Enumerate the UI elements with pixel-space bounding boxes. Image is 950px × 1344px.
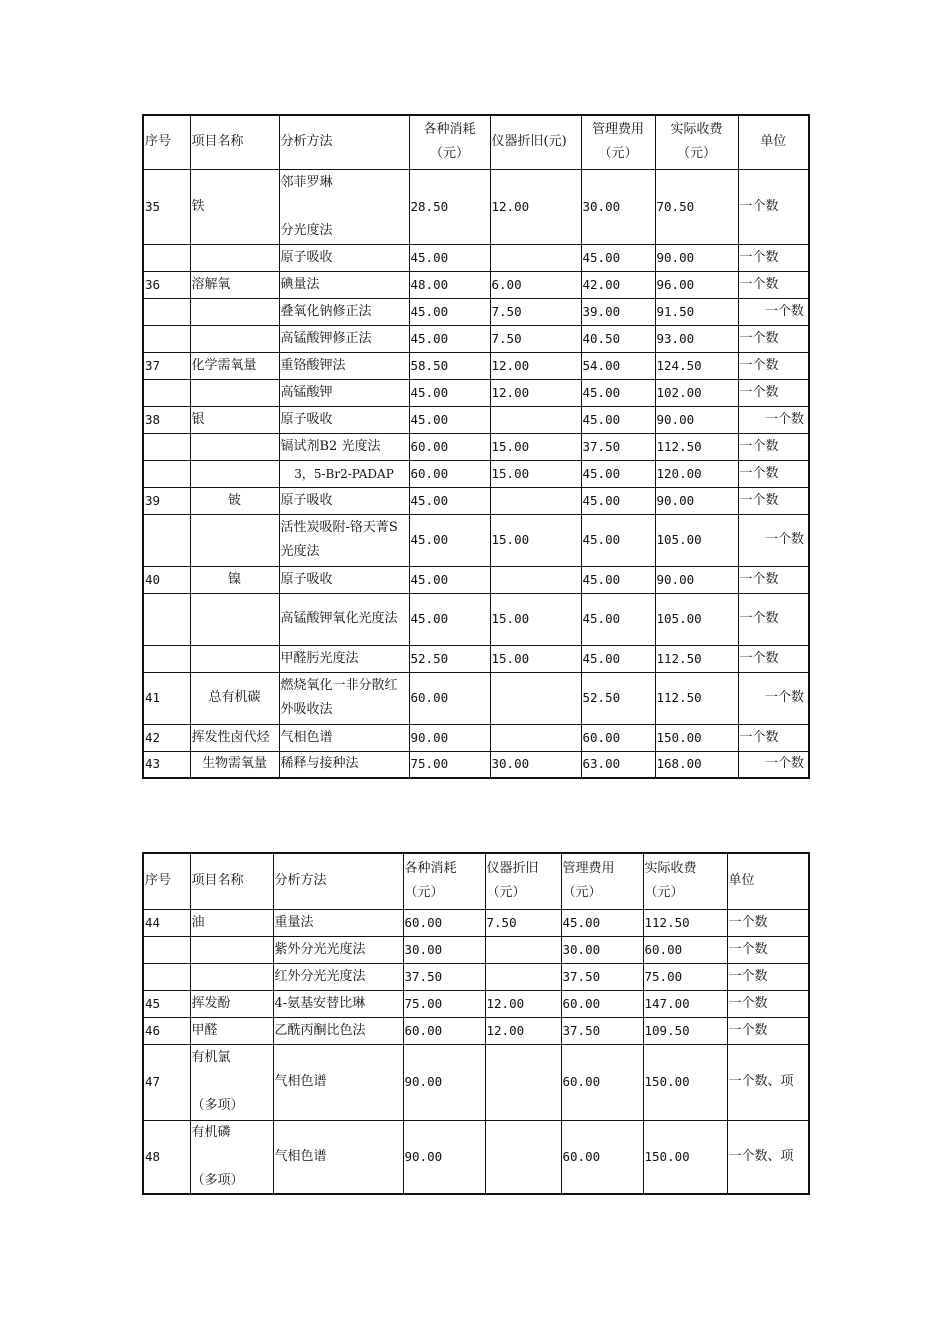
table-row	[143, 325, 809, 352]
cell-fee: 109.50	[643, 1017, 727, 1044]
header-depreciation	[485, 853, 561, 909]
cell-consume: 28.50	[409, 169, 490, 244]
cell-fee: 147.00	[643, 990, 727, 1017]
cell-method: 叠氧化钠修正法	[279, 298, 409, 325]
cell-depreciation	[490, 566, 581, 593]
cell-item: 挥发性卤代烃	[190, 724, 279, 751]
cell-fee: 75.00	[643, 963, 727, 990]
cell-item	[190, 936, 273, 963]
cell-unit: 一个数	[738, 169, 809, 244]
header-item: 项目名称	[190, 115, 279, 169]
cell-item: 镍	[190, 566, 279, 593]
cell-management: 60.00	[561, 1044, 643, 1120]
header-management	[561, 853, 643, 909]
cell-method: 气相色谱	[273, 1044, 403, 1120]
cell-seq: 37	[143, 352, 190, 379]
table-row	[143, 909, 809, 936]
cell-item: 总有机碳	[190, 672, 279, 724]
cell-fee: 96.00	[655, 271, 738, 298]
cell-fee: 60.00	[643, 936, 727, 963]
table-row	[143, 433, 809, 460]
cell-method: 高锰酸钾	[279, 379, 409, 406]
cell-method: 乙酰丙酮比色法	[273, 1017, 403, 1044]
cell-depreciation	[490, 672, 581, 724]
cell-method: 高锰酸钾修正法	[279, 325, 409, 352]
cell-method-line1: 邻菲罗琳	[280, 174, 333, 190]
table-row	[143, 1044, 809, 1120]
cell-fee: 90.00	[655, 244, 738, 271]
cell-depreciation	[490, 724, 581, 751]
cell-fee: 70.50	[655, 169, 738, 244]
cell-unit: 一个数	[738, 751, 809, 778]
cell-depreciation: 15.00	[490, 460, 581, 487]
cell-management: 52.50	[581, 672, 655, 724]
header-method: 分析方法	[279, 115, 409, 169]
cell-item: 溶解氧	[190, 271, 279, 298]
header-consume	[403, 853, 485, 909]
cell-consume: 45.00	[409, 406, 490, 433]
cell-unit: 一个数	[738, 244, 809, 271]
fee-table-2	[142, 852, 810, 1195]
cell-management: 54.00	[581, 352, 655, 379]
table-row	[143, 298, 809, 325]
header-unit: 单位	[727, 853, 809, 909]
table-row	[143, 514, 809, 566]
cell-depreciation: 15.00	[490, 645, 581, 672]
cell-item: 银	[190, 406, 279, 433]
cell-fee: 150.00	[643, 1120, 727, 1194]
cell-method: 重铬酸钾法	[279, 352, 409, 379]
cell-management: 45.00	[561, 909, 643, 936]
table-row	[143, 271, 809, 298]
cell-item	[190, 298, 279, 325]
cell-item: 化学需氧量	[190, 352, 279, 379]
cell-unit: 一个数、项	[727, 1120, 809, 1194]
cell-management: 60.00	[561, 990, 643, 1017]
cell-consume: 45.00	[409, 487, 490, 514]
cell-depreciation: 7.50	[490, 298, 581, 325]
cell-unit: 一个数	[738, 325, 809, 352]
cell-seq: 45	[143, 990, 190, 1017]
cell-management: 45.00	[581, 645, 655, 672]
cell-fee: 91.50	[655, 298, 738, 325]
cell-consume: 52.50	[409, 645, 490, 672]
cell-management: 42.00	[581, 271, 655, 298]
cell-method: 碘量法	[279, 271, 409, 298]
table-row	[143, 672, 809, 724]
cell-consume: 45.00	[409, 244, 490, 271]
cell-fee: 120.00	[655, 460, 738, 487]
cell-unit: 一个数	[727, 909, 809, 936]
cell-seq	[143, 325, 190, 352]
cell-fee: 93.00	[655, 325, 738, 352]
cell-depreciation: 12.00	[485, 990, 561, 1017]
cell-item	[190, 514, 279, 566]
cell-depreciation	[485, 1120, 561, 1194]
cell-depreciation	[490, 406, 581, 433]
cell-method: 3，5-Br2-PADAP	[279, 460, 409, 487]
cell-management: 60.00	[561, 1120, 643, 1194]
cell-seq	[143, 514, 190, 566]
cell-consume: 60.00	[409, 672, 490, 724]
cell-unit: 一个数	[738, 271, 809, 298]
cell-seq	[143, 460, 190, 487]
cell-unit: 一个数	[738, 566, 809, 593]
cell-consume: 48.00	[409, 271, 490, 298]
cell-seq: 38	[143, 406, 190, 433]
cell-seq	[143, 379, 190, 406]
cell-management: 45.00	[581, 406, 655, 433]
cell-management: 30.00	[581, 169, 655, 244]
cell-management: 63.00	[581, 751, 655, 778]
cell-seq: 35	[143, 169, 190, 244]
cell-unit: 一个数	[738, 645, 809, 672]
cell-method: 气相色谱	[279, 724, 409, 751]
table-row	[143, 460, 809, 487]
cell-consume: 60.00	[409, 460, 490, 487]
cell-fee: 168.00	[655, 751, 738, 778]
header-fee	[655, 115, 738, 169]
cell-fee: 105.00	[655, 514, 738, 566]
cell-item	[190, 1044, 273, 1120]
cell-seq	[143, 936, 190, 963]
cell-consume: 75.00	[409, 751, 490, 778]
cell-item	[190, 325, 279, 352]
cell-management: 45.00	[581, 460, 655, 487]
fee-table-1	[142, 114, 810, 779]
cell-item: 铁	[190, 169, 279, 244]
header-consume-line1: 各种消耗	[404, 861, 457, 877]
cell-management: 45.00	[581, 487, 655, 514]
cell-method: 稀释与接种法	[279, 751, 409, 778]
cell-management: 45.00	[581, 379, 655, 406]
table-row	[143, 751, 809, 778]
cell-consume: 30.00	[403, 936, 485, 963]
cell-item	[190, 379, 279, 406]
cell-consume: 45.00	[409, 593, 490, 645]
cell-method: 红外分光光度法	[273, 963, 403, 990]
cell-item	[190, 433, 279, 460]
table-row	[143, 724, 809, 751]
header-fee-line2: （元）	[676, 146, 716, 162]
cell-seq: 47	[143, 1044, 190, 1120]
cell-item	[190, 963, 273, 990]
cell-item	[190, 593, 279, 645]
cell-depreciation	[490, 487, 581, 514]
cell-consume: 45.00	[409, 325, 490, 352]
cell-method: 原子吸收	[279, 406, 409, 433]
cell-item: 挥发酚	[190, 990, 273, 1017]
cell-fee: 112.50	[655, 433, 738, 460]
cell-item	[190, 645, 279, 672]
cell-consume: 90.00	[403, 1120, 485, 1194]
cell-depreciation: 15.00	[490, 514, 581, 566]
cell-fee: 124.50	[655, 352, 738, 379]
table-row	[143, 1017, 809, 1044]
header-consume-line2: （元）	[404, 885, 444, 901]
cell-fee: 105.00	[655, 593, 738, 645]
cell-seq: 44	[143, 909, 190, 936]
cell-depreciation: 7.50	[485, 909, 561, 936]
cell-depreciation	[485, 936, 561, 963]
cell-seq	[143, 298, 190, 325]
cell-item	[190, 1120, 273, 1194]
cell-seq	[143, 963, 190, 990]
cell-item	[190, 244, 279, 271]
header-seq: 序号	[143, 853, 190, 909]
cell-depreciation: 12.00	[485, 1017, 561, 1044]
cell-unit: 一个数	[738, 460, 809, 487]
cell-unit: 一个数、项	[727, 1044, 809, 1120]
cell-item-line2: （多项）	[191, 1098, 244, 1113]
table-row	[143, 936, 809, 963]
cell-depreciation	[485, 963, 561, 990]
cell-consume: 45.00	[409, 566, 490, 593]
cell-consume: 75.00	[403, 990, 485, 1017]
header-depreciation: 仪器折旧(元)	[490, 115, 581, 169]
table-row	[143, 352, 809, 379]
header-item: 项目名称	[190, 853, 273, 909]
cell-item: 甲醛	[190, 1017, 273, 1044]
cell-depreciation	[490, 244, 581, 271]
header-unit: 单位	[738, 115, 809, 169]
table-row	[143, 593, 809, 645]
cell-depreciation: 7.50	[490, 325, 581, 352]
cell-method: 原子吸收	[279, 244, 409, 271]
cell-item: 生物需氧量	[190, 751, 279, 778]
header-seq: 序号	[143, 115, 190, 169]
cell-depreciation: 12.00	[490, 379, 581, 406]
cell-consume: 45.00	[409, 298, 490, 325]
cell-seq	[143, 433, 190, 460]
cell-unit: 一个数	[738, 514, 809, 566]
header-management-line2: （元）	[598, 146, 638, 162]
cell-depreciation: 30.00	[490, 751, 581, 778]
cell-fee: 102.00	[655, 379, 738, 406]
table-row	[143, 487, 809, 514]
cell-unit: 一个数	[738, 593, 809, 645]
cell-unit: 一个数	[738, 406, 809, 433]
cell-unit: 一个数	[727, 990, 809, 1017]
cell-method: 燃烧氧化一非分散红外吸收法	[279, 672, 409, 724]
cell-depreciation	[485, 1044, 561, 1120]
cell-management: 45.00	[581, 566, 655, 593]
cell-seq: 46	[143, 1017, 190, 1044]
cell-fee: 112.50	[655, 645, 738, 672]
cell-fee: 90.00	[655, 487, 738, 514]
cell-unit: 一个数	[727, 963, 809, 990]
cell-unit: 一个数	[738, 672, 809, 724]
cell-method: 镉试剂B2 光度法	[279, 433, 409, 460]
cell-unit: 一个数	[727, 1017, 809, 1044]
cell-unit: 一个数	[727, 936, 809, 963]
cell-seq: 40	[143, 566, 190, 593]
header-management-line1: 管理费用	[562, 861, 615, 877]
cell-consume: 60.00	[409, 433, 490, 460]
cell-seq: 39	[143, 487, 190, 514]
cell-method: 原子吸收	[279, 566, 409, 593]
cell-seq	[143, 593, 190, 645]
cell-fee: 90.00	[655, 406, 738, 433]
cell-fee: 112.50	[643, 909, 727, 936]
cell-management: 60.00	[581, 724, 655, 751]
cell-consume: 60.00	[403, 909, 485, 936]
cell-method: 活性炭吸附-铬天菁S 光度法	[279, 514, 409, 566]
header-depreciation-line1: 仪器折旧	[486, 861, 539, 877]
cell-item: 油	[190, 909, 273, 936]
cell-item	[190, 460, 279, 487]
cell-depreciation: 12.00	[490, 352, 581, 379]
cell-consume: 37.50	[403, 963, 485, 990]
cell-management: 30.00	[561, 936, 643, 963]
cell-seq: 43	[143, 751, 190, 778]
cell-item: 铍	[190, 487, 279, 514]
table-row	[143, 990, 809, 1017]
cell-seq	[143, 645, 190, 672]
header-consume-line2: （元）	[429, 146, 469, 162]
cell-method-line2: 分光度法	[280, 222, 333, 238]
cell-method: 重量法	[273, 909, 403, 936]
cell-seq: 41	[143, 672, 190, 724]
cell-seq: 42	[143, 724, 190, 751]
cell-method: 原子吸收	[279, 487, 409, 514]
header-consume-line1: 各种消耗	[423, 122, 476, 138]
cell-management: 39.00	[581, 298, 655, 325]
table-row	[143, 379, 809, 406]
cell-depreciation: 15.00	[490, 433, 581, 460]
cell-consume: 60.00	[403, 1017, 485, 1044]
table-row	[143, 1120, 809, 1194]
header-fee-line1: 实际收费	[670, 122, 723, 138]
cell-unit: 一个数	[738, 487, 809, 514]
cell-item-line1: 有机氯	[191, 1050, 231, 1065]
cell-depreciation: 12.00	[490, 169, 581, 244]
header-consume	[409, 115, 490, 169]
cell-item-line1: 有机磷	[191, 1124, 231, 1140]
cell-method: 高锰酸钾氧化光度法	[279, 593, 409, 645]
header-management	[581, 115, 655, 169]
cell-management: 37.50	[561, 963, 643, 990]
table-row	[143, 566, 809, 593]
header-fee-line2: （元）	[644, 885, 684, 901]
cell-management: 45.00	[581, 244, 655, 271]
cell-fee: 150.00	[643, 1044, 727, 1120]
cell-method: 4-氨基安替比琳	[273, 990, 403, 1017]
cell-fee: 90.00	[655, 566, 738, 593]
table-header-row	[143, 853, 809, 909]
cell-fee: 112.50	[655, 672, 738, 724]
cell-item-line2: （多项）	[191, 1172, 244, 1188]
table-header-row	[143, 115, 809, 169]
header-management-line1: 管理费用	[591, 122, 644, 138]
cell-seq: 36	[143, 271, 190, 298]
header-method: 分析方法	[273, 853, 403, 909]
cell-depreciation: 6.00	[490, 271, 581, 298]
cell-method	[279, 169, 409, 244]
table-row	[143, 244, 809, 271]
cell-consume: 58.50	[409, 352, 490, 379]
header-fee	[643, 853, 727, 909]
cell-consume: 45.00	[409, 379, 490, 406]
cell-unit: 一个数	[738, 433, 809, 460]
cell-management: 45.00	[581, 593, 655, 645]
cell-seq: 48	[143, 1120, 190, 1194]
cell-consume: 90.00	[409, 724, 490, 751]
cell-management: 40.50	[581, 325, 655, 352]
cell-seq	[143, 244, 190, 271]
cell-unit: 一个数	[738, 379, 809, 406]
cell-management: 37.50	[581, 433, 655, 460]
cell-depreciation: 15.00	[490, 593, 581, 645]
cell-fee: 150.00	[655, 724, 738, 751]
cell-management: 37.50	[561, 1017, 643, 1044]
cell-method: 紫外分光光度法	[273, 936, 403, 963]
cell-consume: 90.00	[403, 1044, 485, 1120]
table-row	[143, 645, 809, 672]
cell-consume: 45.00	[409, 514, 490, 566]
cell-method: 气相色谱	[273, 1120, 403, 1194]
table-row	[143, 406, 809, 433]
cell-management: 45.00	[581, 514, 655, 566]
header-management-line2: （元）	[562, 885, 602, 901]
table-row	[143, 169, 809, 244]
table-row	[143, 963, 809, 990]
cell-unit: 一个数	[738, 724, 809, 751]
header-fee-line1: 实际收费	[644, 861, 697, 877]
cell-method: 甲醛肟光度法	[279, 645, 409, 672]
cell-unit: 一个数	[738, 352, 809, 379]
cell-unit: 一个数	[738, 298, 809, 325]
header-depreciation-line2: （元）	[486, 885, 526, 901]
